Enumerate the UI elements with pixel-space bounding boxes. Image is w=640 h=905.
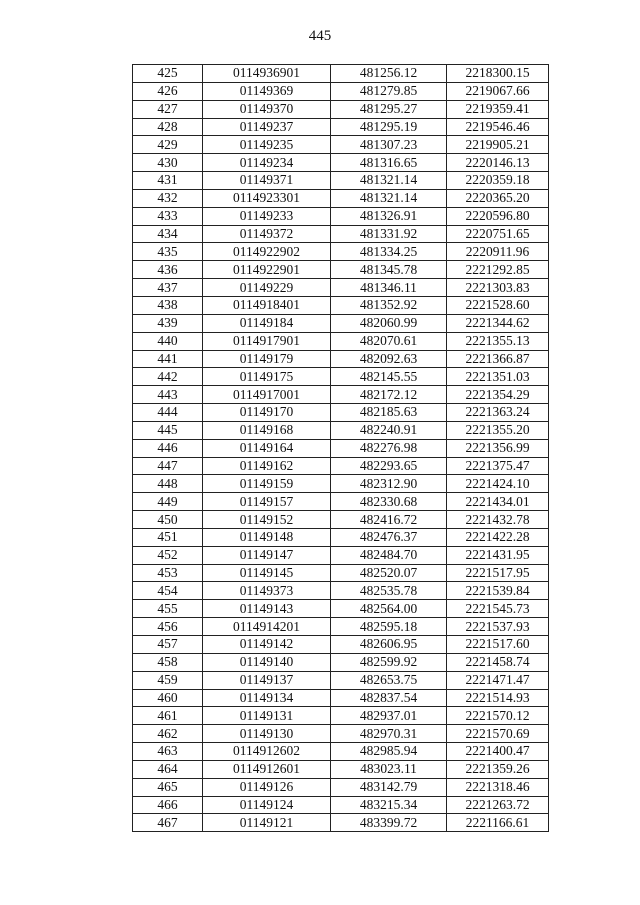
parcel-id-cell: 01149145 [203,564,331,582]
table-row [133,796,549,814]
row-number-cell: 427 [133,100,203,118]
y-coordinate-cell: 2221166.61 [447,814,549,832]
row-number-cell: 453 [133,564,203,582]
row-number-cell: 451 [133,528,203,546]
x-coordinate-cell: 482070.61 [331,332,447,350]
row-number-cell: 442 [133,368,203,386]
y-coordinate-cell: 2221422.28 [447,528,549,546]
y-coordinate-cell: 2221570.69 [447,725,549,743]
row-number-cell: 434 [133,225,203,243]
x-coordinate-cell: 481321.14 [331,189,447,207]
y-coordinate-cell: 2221351.03 [447,368,549,386]
table-row [133,82,549,100]
table-row [133,136,549,154]
parcel-id-cell: 01149147 [203,546,331,564]
table-row [133,475,549,493]
table-row [133,760,549,778]
y-coordinate-cell: 2221356.99 [447,439,549,457]
y-coordinate-cell: 2221570.12 [447,707,549,725]
table-row [133,207,549,225]
table-row [133,172,549,190]
parcel-id-cell: 01149234 [203,154,331,172]
row-number-cell: 455 [133,600,203,618]
x-coordinate-cell: 482312.90 [331,475,447,493]
parcel-id-cell: 01149373 [203,582,331,600]
table-row [133,296,549,314]
x-coordinate-cell: 482985.94 [331,743,447,761]
parcel-id-cell: 01149162 [203,457,331,475]
y-coordinate-cell: 2220365.20 [447,189,549,207]
y-coordinate-cell: 2221303.83 [447,279,549,297]
parcel-id-cell: 01149126 [203,778,331,796]
parcel-id-cell: 01149372 [203,225,331,243]
x-coordinate-cell: 481352.92 [331,296,447,314]
x-coordinate-cell: 482595.18 [331,618,447,636]
x-coordinate-cell: 481334.25 [331,243,447,261]
table-row [133,457,549,475]
x-coordinate-cell: 482484.70 [331,546,447,564]
parcel-id-cell: 01149175 [203,368,331,386]
y-coordinate-cell: 2221471.47 [447,671,549,689]
row-number-cell: 450 [133,511,203,529]
x-coordinate-cell: 483215.34 [331,796,447,814]
y-coordinate-cell: 2221517.95 [447,564,549,582]
table-row [133,154,549,172]
y-coordinate-cell: 2221432.78 [447,511,549,529]
parcel-id-cell: 01149233 [203,207,331,225]
parcel-id-cell: 01149235 [203,136,331,154]
y-coordinate-cell: 2221359.26 [447,760,549,778]
table-row [133,707,549,725]
row-number-cell: 449 [133,493,203,511]
parcel-id-cell: 01149164 [203,439,331,457]
x-coordinate-cell: 481316.65 [331,154,447,172]
table-row [133,653,549,671]
table-row [133,368,549,386]
row-number-cell: 462 [133,725,203,743]
y-coordinate-cell: 2221375.47 [447,457,549,475]
table-row [133,778,549,796]
parcel-id-cell: 01149137 [203,671,331,689]
y-coordinate-cell: 2221458.74 [447,653,549,671]
table-row [133,814,549,832]
table-row [133,421,549,439]
x-coordinate-cell: 482416.72 [331,511,447,529]
y-coordinate-cell: 2221424.10 [447,475,549,493]
parcel-id-cell: 01149369 [203,82,331,100]
x-coordinate-cell: 482476.37 [331,528,447,546]
y-coordinate-cell: 2221292.85 [447,261,549,279]
row-number-cell: 452 [133,546,203,564]
table-row [133,582,549,600]
parcel-id-cell: 01149229 [203,279,331,297]
x-coordinate-cell: 481326.91 [331,207,447,225]
y-coordinate-cell: 2221263.72 [447,796,549,814]
y-coordinate-cell: 2218300.15 [447,65,549,83]
x-coordinate-cell: 483142.79 [331,778,447,796]
row-number-cell: 436 [133,261,203,279]
y-coordinate-cell: 2220359.18 [447,172,549,190]
x-coordinate-cell: 482599.92 [331,653,447,671]
y-coordinate-cell: 2219067.66 [447,82,549,100]
y-coordinate-cell: 2221514.93 [447,689,549,707]
row-number-cell: 431 [133,172,203,190]
row-number-cell: 457 [133,636,203,654]
table-row [133,225,549,243]
table-row [133,314,549,332]
parcel-id-cell: 01149152 [203,511,331,529]
parcel-id-cell: 0114936901 [203,65,331,83]
x-coordinate-cell: 481346.11 [331,279,447,297]
y-coordinate-cell: 2221363.24 [447,404,549,422]
table-row [133,528,549,546]
x-coordinate-cell: 482970.31 [331,725,447,743]
parcel-id-cell: 0114914201 [203,618,331,636]
parcel-id-cell: 01149131 [203,707,331,725]
x-coordinate-cell: 482145.55 [331,368,447,386]
x-coordinate-cell: 482535.78 [331,582,447,600]
y-coordinate-cell: 2219359.41 [447,100,549,118]
parcel-id-cell: 01149142 [203,636,331,654]
parcel-id-cell: 0114912602 [203,743,331,761]
parcel-id-cell: 01149148 [203,528,331,546]
row-number-cell: 430 [133,154,203,172]
table-row [133,546,549,564]
parcel-id-cell: 01149130 [203,725,331,743]
row-number-cell: 447 [133,457,203,475]
x-coordinate-cell: 481345.78 [331,261,447,279]
y-coordinate-cell: 2221517.60 [447,636,549,654]
row-number-cell: 448 [133,475,203,493]
row-number-cell: 456 [133,618,203,636]
row-number-cell: 466 [133,796,203,814]
row-number-cell: 429 [133,136,203,154]
y-coordinate-cell: 2219546.46 [447,118,549,136]
parcel-id-cell: 01149237 [203,118,331,136]
y-coordinate-cell: 2221539.84 [447,582,549,600]
y-coordinate-cell: 2221318.46 [447,778,549,796]
row-number-cell: 446 [133,439,203,457]
table-row [133,386,549,404]
x-coordinate-cell: 483399.72 [331,814,447,832]
x-coordinate-cell: 481295.27 [331,100,447,118]
y-coordinate-cell: 2221344.62 [447,314,549,332]
y-coordinate-cell: 2221400.47 [447,743,549,761]
parcel-id-cell: 01149124 [203,796,331,814]
x-coordinate-cell: 481279.85 [331,82,447,100]
coordinates-table [132,64,549,832]
x-coordinate-cell: 482330.68 [331,493,447,511]
x-coordinate-cell: 482837.54 [331,689,447,707]
x-coordinate-cell: 482060.99 [331,314,447,332]
table-row [133,600,549,618]
row-number-cell: 425 [133,65,203,83]
x-coordinate-cell: 482293.65 [331,457,447,475]
table-row [133,439,549,457]
row-number-cell: 460 [133,689,203,707]
x-coordinate-cell: 482092.63 [331,350,447,368]
parcel-id-cell: 01149140 [203,653,331,671]
row-number-cell: 432 [133,189,203,207]
table-row [133,511,549,529]
row-number-cell: 433 [133,207,203,225]
table-row [133,118,549,136]
x-coordinate-cell: 482185.63 [331,404,447,422]
row-number-cell: 440 [133,332,203,350]
y-coordinate-cell: 2221545.73 [447,600,549,618]
x-coordinate-cell: 483023.11 [331,760,447,778]
y-coordinate-cell: 2221355.13 [447,332,549,350]
parcel-id-cell: 01149143 [203,600,331,618]
y-coordinate-cell: 2220751.65 [447,225,549,243]
y-coordinate-cell: 2221528.60 [447,296,549,314]
y-coordinate-cell: 2221431.95 [447,546,549,564]
row-number-cell: 439 [133,314,203,332]
y-coordinate-cell: 2221354.29 [447,386,549,404]
table-row [133,243,549,261]
x-coordinate-cell: 481331.92 [331,225,447,243]
row-number-cell: 465 [133,778,203,796]
y-coordinate-cell: 2221366.87 [447,350,549,368]
row-number-cell: 435 [133,243,203,261]
row-number-cell: 445 [133,421,203,439]
table-row [133,332,549,350]
y-coordinate-cell: 2221537.93 [447,618,549,636]
table-row [133,618,549,636]
row-number-cell: 428 [133,118,203,136]
table-row [133,636,549,654]
row-number-cell: 438 [133,296,203,314]
row-number-cell: 426 [133,82,203,100]
table-row [133,261,549,279]
x-coordinate-cell: 482520.07 [331,564,447,582]
row-number-cell: 441 [133,350,203,368]
table-row [133,493,549,511]
parcel-id-cell: 0114923301 [203,189,331,207]
page-number: 445 [308,28,332,44]
parcel-id-cell: 0114922901 [203,261,331,279]
parcel-id-cell: 0114917001 [203,386,331,404]
y-coordinate-cell: 2219905.21 [447,136,549,154]
y-coordinate-cell: 2221434.01 [447,493,549,511]
row-number-cell: 461 [133,707,203,725]
table-row [133,189,549,207]
table-row [133,65,549,83]
parcel-id-cell: 01149184 [203,314,331,332]
x-coordinate-cell: 481256.12 [331,65,447,83]
table-row [133,564,549,582]
parcel-id-cell: 01149159 [203,475,331,493]
row-number-cell: 454 [133,582,203,600]
table-row [133,100,549,118]
row-number-cell: 444 [133,404,203,422]
x-coordinate-cell: 482653.75 [331,671,447,689]
parcel-id-cell: 01149134 [203,689,331,707]
table-row [133,350,549,368]
parcel-id-cell: 01149179 [203,350,331,368]
table-body [133,65,549,832]
row-number-cell: 464 [133,760,203,778]
y-coordinate-cell: 2220911.96 [447,243,549,261]
x-coordinate-cell: 481307.23 [331,136,447,154]
parcel-id-cell: 01149170 [203,404,331,422]
table-row [133,743,549,761]
parcel-id-cell: 0114922902 [203,243,331,261]
parcel-id-cell: 01149371 [203,172,331,190]
table-row [133,689,549,707]
x-coordinate-cell: 481295.19 [331,118,447,136]
row-number-cell: 467 [133,814,203,832]
parcel-id-cell: 01149370 [203,100,331,118]
parcel-id-cell: 01149157 [203,493,331,511]
y-coordinate-cell: 2220596.80 [447,207,549,225]
x-coordinate-cell: 482937.01 [331,707,447,725]
table-row [133,671,549,689]
parcel-id-cell: 01149121 [203,814,331,832]
row-number-cell: 443 [133,386,203,404]
x-coordinate-cell: 482172.12 [331,386,447,404]
parcel-id-cell: 0114917901 [203,332,331,350]
row-number-cell: 437 [133,279,203,297]
table-row [133,279,549,297]
parcel-id-cell: 0114912601 [203,760,331,778]
y-coordinate-cell: 2221355.20 [447,421,549,439]
x-coordinate-cell: 482564.00 [331,600,447,618]
row-number-cell: 458 [133,653,203,671]
table-row [133,725,549,743]
table-row [133,404,549,422]
x-coordinate-cell: 482240.91 [331,421,447,439]
x-coordinate-cell: 481321.14 [331,172,447,190]
y-coordinate-cell: 2220146.13 [447,154,549,172]
row-number-cell: 459 [133,671,203,689]
parcel-id-cell: 0114918401 [203,296,331,314]
parcel-id-cell: 01149168 [203,421,331,439]
x-coordinate-cell: 482276.98 [331,439,447,457]
row-number-cell: 463 [133,743,203,761]
x-coordinate-cell: 482606.95 [331,636,447,654]
